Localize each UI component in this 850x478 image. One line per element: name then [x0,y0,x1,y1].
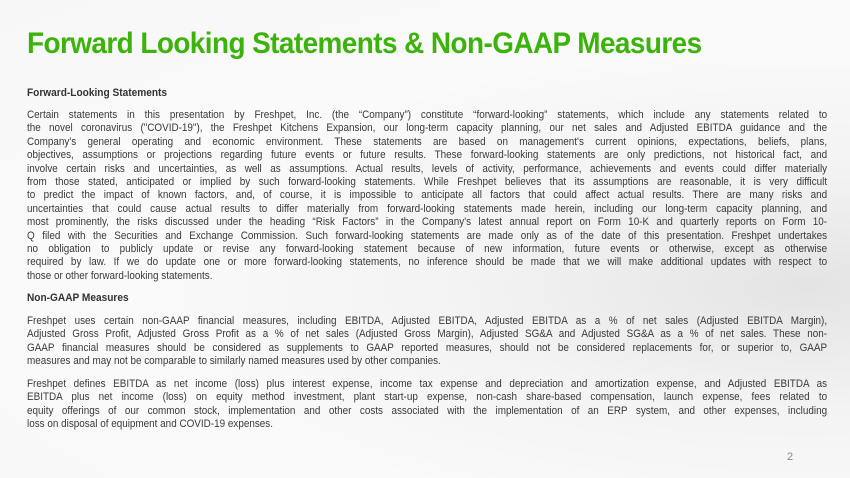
section-heading-forward-looking: Forward-Looking Statements [27,87,168,99]
text-line: Adjusted Gross Profit, Adjusted Gross Profit as a % of net sales (Adjusted Gross Margin), Adjusted SG&A and Adjusted SG&A as a % of net sales. These non- [27,328,828,341]
paragraph-non-gaap-measures [27,315,850,369]
text-line: to predict the impact of known factors, and, of course, it is impossible to anticipate all factors that could affect actual results. There are many risks and [27,189,828,202]
text-line: GAAP financial measures should be considered as supplements to GAAP reported measures, should not be considered replacements for, or superior to, GAAP [27,341,828,354]
text-line: Freshpet defines EBITDA as net income (loss) plus interest expense, income tax expense and depreciation and amortization expense, and Adjusted EBITDA as [27,378,828,390]
paragraph-ebitda-definition [27,378,850,432]
text-line: measures and may not be comparable to similarly named measures used by other companies. [27,355,441,368]
text-line: objectives, assumptions or projections regarding future events or future results. These forward-looking statements are only predictions, not historical fact, and [27,149,828,162]
text-line: Q filed with the Securities and Exchange Commission. Such forward-looking statements are made only as of the date of this presentation. Freshpet undertakes [27,229,828,242]
text-line: those or other forward-looking statements. [27,269,213,282]
text-line: required by law. If we do update one or more forward-looking statements, no inference should be made that we will make additional updates with respect to [27,256,828,269]
paragraph-forward-looking [27,109,850,283]
text-line: the novel coronavirus ("COVID-19"), the Freshpet Kitchens Expansion, our long-term capacity planning, our net sales and Adjusted EBITDA guidance and the [27,122,828,135]
text-line: most prominently, the risks discussed under the heading “Risk Factors” in the Company's latest annual report on Form 10-K and quarterly reports on Form 10- [27,216,828,229]
text-line: from those stated, anticipated or implied by such forward-looking statements. While Freshpet believes that its assumptions are reasonable, it is very difficult [27,175,828,188]
text-line: uncertainties that could cause actual results to differ materially from forward-looking statements made herein, including our long-term capacity planning, and [27,202,828,215]
slide-title: Forward Looking Statements & Non-GAAP Measures [27,27,702,60]
text-line: Certain statements in this presentation by Freshpet, Inc. (the “Company”) constitute “forward-looking” statements, which include any statements related to [27,109,828,121]
section-heading-non-gaap: Non-GAAP Measures [27,292,129,304]
text-line: Company's general operating and economic environment. These statements are based on management's current opinions, expectations, beliefs, plans, [27,135,828,148]
text-line: involve certain risks and uncertainties, as well as assumptions. Actual results, levels of activity, performance, achievements and events could differ materially [27,162,828,175]
text-line: no obligation to publicly update or revise any forward-looking statement because of new information, future events or otherwise, except as otherwise [27,242,828,255]
text-line: Freshpet uses certain non-GAAP financial measures, including EBITDA, Adjusted EBITDA, Adjusted EBITDA as a % of net sales (Adjusted EBITDA Margin), [27,315,828,327]
text-line: EBITDA plus net income (loss) on equity method investment, plant start-up expense, non-cash share-based compensation, launch expense, fees related to [27,391,828,404]
text-line: loss on disposal of equipment and COVID-19 expenses. [27,418,273,431]
page-number: 2 [787,451,794,463]
text-line: equity offerings of our common stock, implementation and other costs associated with the implementation of an ERP system, and other expenses, including [27,404,828,417]
